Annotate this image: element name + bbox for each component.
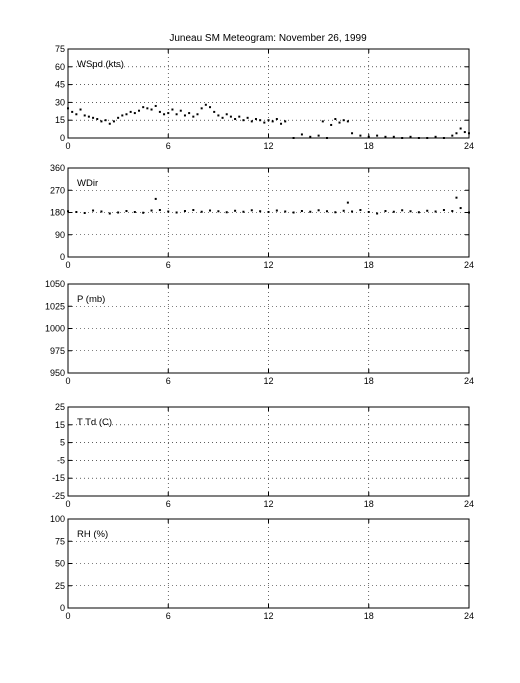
y-tick-label: 15 (54, 419, 65, 430)
wdir-data-point (401, 209, 403, 211)
wspd-data-point (326, 137, 328, 139)
wspd-data-point (213, 111, 215, 113)
y-tick-label: -15 (51, 473, 65, 484)
wdir-data-point (67, 210, 69, 212)
x-tick-label: 6 (165, 499, 171, 509)
wspd-data-point (146, 107, 148, 109)
wspd-data-point (171, 109, 173, 111)
wdir-data-point (226, 211, 228, 213)
wspd-data-point (138, 110, 140, 112)
wdir-data-point (318, 209, 320, 211)
wdir-data-point (134, 211, 136, 213)
wdir-data-point (151, 210, 153, 212)
wspd-data-point (142, 106, 144, 108)
wdir-data-point (251, 209, 253, 211)
wspd-data-point (113, 120, 115, 122)
wspd-data-point (184, 114, 186, 116)
wspd-data-point (238, 116, 240, 118)
wspd-data-point (84, 114, 86, 116)
y-tick-label: 1000 (44, 323, 65, 334)
wspd-data-point (155, 105, 157, 107)
wdir-data-point (393, 211, 395, 213)
y-tick-label: 1050 (44, 279, 65, 289)
wdir-data-point (343, 210, 345, 212)
wspd-data-point (280, 123, 282, 125)
wdir-data-point (100, 211, 102, 213)
wspd-data-point (318, 135, 320, 137)
wspd-data-point (263, 122, 265, 124)
wdir-data-point (359, 209, 361, 211)
y-tick-label: 975 (49, 345, 65, 356)
wdir-data-point (84, 212, 86, 214)
wspd-data-point (121, 114, 123, 116)
wspd-data-point (163, 113, 165, 115)
wdir-data-point (455, 197, 457, 199)
x-tick-label: 0 (65, 260, 71, 270)
wspd-data-point (351, 132, 353, 134)
wdir-data-point (92, 210, 94, 212)
wdir-panel-label: WDir (77, 178, 99, 189)
wspd-data-point (71, 111, 73, 113)
wspd-data-point (255, 118, 257, 120)
y-tick-label: 50 (54, 558, 65, 569)
wdir-data-point (301, 210, 303, 212)
x-tick-label: 24 (463, 376, 475, 386)
wspd-data-point (330, 124, 332, 126)
wspd-data-point (468, 132, 470, 134)
y-tick-label: 15 (54, 115, 65, 126)
panels (45, 44, 474, 621)
x-tick-label: 0 (65, 499, 71, 509)
wdir-data-point (368, 211, 370, 213)
wspd-data-point (309, 136, 311, 138)
wspd-data-point (125, 113, 127, 115)
wspd-data-point (322, 120, 324, 122)
y-tick-label: 180 (49, 207, 65, 218)
x-tick-label: 6 (165, 260, 171, 270)
wspd-data-point (347, 120, 349, 122)
wdir-data-point (451, 210, 453, 212)
wdir-data-point (326, 210, 328, 212)
y-tick-label: 100 (49, 514, 65, 524)
wspd-data-point (251, 120, 253, 122)
y-tick-label: 1025 (44, 301, 65, 312)
wdir-data-point (75, 211, 77, 213)
rh-panel (50, 514, 474, 621)
wspd-data-point (293, 137, 295, 139)
wdir-panel (50, 163, 474, 270)
wspd-data-point (234, 118, 236, 120)
wspd-data-point (455, 132, 457, 134)
y-tick-label: 950 (49, 368, 65, 378)
wspd-data-point (67, 107, 69, 109)
wdir-data-point (117, 212, 119, 214)
x-tick-label: 0 (65, 611, 71, 621)
wspd-data-point (96, 118, 98, 120)
wdir-data-point (276, 210, 278, 212)
wspd-data-point (130, 111, 132, 113)
wdir-data-point (155, 198, 157, 200)
wspd-data-point (188, 112, 190, 114)
wdir-data-point (167, 211, 169, 213)
y-tick-label: 25 (54, 402, 65, 412)
wspd-data-point (109, 123, 111, 125)
wspd-data-point (284, 120, 286, 122)
temp-dewpoint-panel (52, 402, 474, 509)
y-tick-label: 60 (54, 61, 65, 72)
wspd-data-point (201, 107, 203, 109)
y-tick-label: 0 (59, 603, 65, 613)
wdir-data-point (242, 211, 244, 213)
wspd-data-point (176, 113, 178, 115)
wdir-data-point (284, 211, 286, 213)
wspd-data-point (205, 104, 207, 106)
x-tick-label: 0 (65, 141, 71, 151)
x-tick-label: 18 (363, 611, 374, 621)
x-tick-label: 18 (363, 141, 374, 151)
x-tick-label: 18 (363, 376, 374, 386)
wspd-data-point (401, 137, 403, 139)
y-tick-label: 90 (54, 229, 65, 240)
wspd-data-point (80, 109, 82, 111)
wspd-data-point (180, 110, 182, 112)
wspd-data-point (222, 117, 224, 119)
figure-title: Juneau SM Meteogram: November 26, 1999 (169, 33, 367, 44)
wspd-data-point (134, 112, 136, 114)
wdir-data-point (376, 212, 378, 214)
wspd-data-point (272, 120, 274, 122)
wdir-data-point (184, 210, 186, 212)
x-tick-label: 24 (463, 260, 475, 270)
wspd-data-point (384, 136, 386, 138)
x-tick-label: 0 (65, 376, 71, 386)
wdir-data-point (201, 211, 203, 213)
x-tick-label: 24 (463, 141, 475, 151)
wspd-data-point (75, 113, 77, 115)
wspd-data-point (92, 117, 94, 119)
wspd-data-point (268, 119, 270, 121)
x-tick-label: 18 (363, 499, 374, 509)
wspd-panel-label: WSpd (kts) (77, 59, 124, 70)
wdir-data-point (384, 210, 386, 212)
wspd-data-point (88, 116, 90, 118)
y-tick-label: -5 (56, 455, 65, 466)
x-tick-label: 12 (263, 499, 274, 509)
wdir-data-point (418, 211, 420, 213)
wspd-data-point (343, 119, 345, 121)
wspd-data-point (368, 136, 370, 138)
wdir-data-point (125, 210, 127, 212)
wspd-data-point (105, 119, 107, 121)
wspd-panel (55, 44, 474, 151)
wdir-data-point (159, 209, 161, 211)
wdir-data-point (309, 211, 311, 213)
wspd-data-point (393, 136, 395, 138)
pressure-panel (45, 279, 474, 386)
wdir-data-point (351, 211, 353, 213)
y-tick-label: 30 (54, 97, 65, 108)
wspd-data-point (426, 137, 428, 139)
wspd-data-point (464, 131, 466, 133)
wspd-data-point (209, 106, 211, 108)
y-tick-label: 75 (54, 44, 65, 54)
x-tick-label: 18 (363, 260, 374, 270)
y-tick-label: 270 (49, 185, 65, 196)
y-tick-label: 5 (59, 437, 65, 448)
wdir-data-point (142, 212, 144, 214)
wspd-data-point (460, 128, 462, 130)
y-tick-label: 0 (59, 252, 65, 262)
wspd-data-point (435, 136, 437, 138)
wdir-data-point (217, 210, 219, 212)
wdir-data-point (460, 207, 462, 209)
wspd-data-point (247, 117, 249, 119)
wdir-data-point (334, 211, 336, 213)
wspd-data-point (359, 135, 361, 137)
y-tick-label: 75 (54, 536, 65, 547)
wdir-data-point (293, 212, 295, 214)
wdir-data-point (234, 210, 236, 212)
y-tick-label: 45 (54, 79, 65, 90)
wspd-data-point (259, 119, 261, 121)
y-tick-label: 0 (59, 133, 65, 143)
wspd-data-point (376, 135, 378, 137)
y-tick-label: 360 (49, 163, 65, 173)
rh-panel-label: RH (%) (77, 529, 109, 540)
wspd-data-point (418, 137, 420, 139)
wspd-data-point (301, 133, 303, 135)
temp-dewpoint-panel-label: T Td (C) (77, 417, 113, 428)
wdir-data-point (192, 209, 194, 211)
wdir-data-point (176, 212, 178, 214)
wspd-data-point (159, 111, 161, 113)
wdir-data-point (435, 211, 437, 213)
wdir-data-point (209, 210, 211, 212)
wspd-data-point (100, 120, 102, 122)
wspd-data-point (167, 112, 169, 114)
x-tick-label: 12 (263, 611, 274, 621)
wdir-data-point (259, 210, 261, 212)
x-tick-label: 12 (263, 260, 274, 270)
wdir-data-point (109, 212, 111, 214)
y-tick-label: 25 (54, 580, 65, 591)
x-tick-label: 6 (165, 376, 171, 386)
wspd-data-point (192, 116, 194, 118)
wspd-data-point (230, 116, 232, 118)
wspd-data-point (226, 113, 228, 115)
x-tick-label: 6 (165, 141, 171, 151)
wspd-data-point (276, 118, 278, 120)
x-tick-label: 12 (263, 141, 274, 151)
wdir-data-point (443, 209, 445, 211)
pressure-panel-label: P (mb) (77, 294, 106, 305)
x-tick-label: 6 (165, 611, 171, 621)
wspd-data-point (117, 117, 119, 119)
wdir-data-point (268, 211, 270, 213)
wspd-data-point (217, 114, 219, 116)
wspd-data-point (242, 119, 244, 121)
x-tick-label: 24 (463, 499, 475, 509)
wdir-data-point (410, 210, 412, 212)
x-tick-label: 24 (463, 611, 475, 621)
wspd-data-point (196, 113, 198, 115)
wspd-data-point (339, 122, 341, 124)
y-tick-label: -25 (51, 491, 65, 501)
wspd-data-point (443, 137, 445, 139)
wdir-data-point (347, 202, 349, 204)
wdir-data-point (468, 212, 470, 214)
wspd-data-point (334, 118, 336, 120)
x-tick-label: 12 (263, 376, 274, 386)
wspd-data-point (410, 136, 412, 138)
wspd-data-point (151, 109, 153, 111)
wspd-data-point (451, 135, 453, 137)
wdir-data-point (426, 210, 428, 212)
